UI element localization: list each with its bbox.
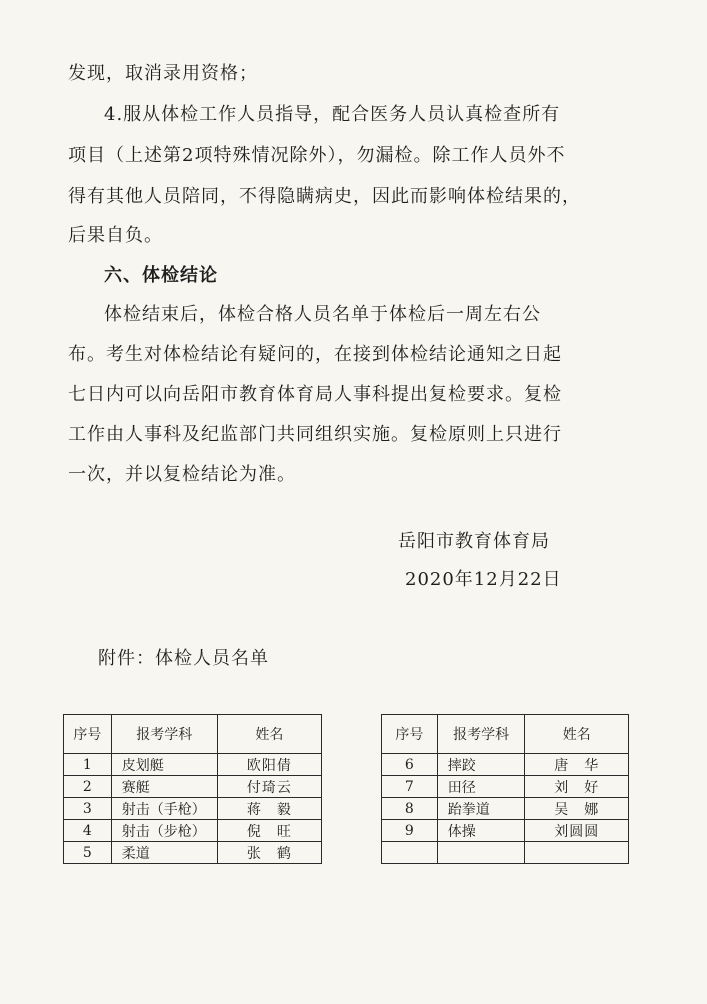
cell-no: 8 [382,798,438,820]
header-no: 序号 [382,715,438,754]
cell-no: 4 [64,820,112,842]
cell-name: 付琦云 [217,776,321,798]
table-row [382,820,629,842]
table-row [64,754,322,776]
body-line-2: 4.服从体检工作人员指导，配合医务人员认真检查所有 [104,104,561,125]
cell-subject: 皮划艇 [111,754,217,776]
header-name: 姓名 [525,715,629,754]
cell-name: 吴 娜 [525,798,629,820]
body-line-4: 得有其他人员陪同，不得隐瞒病史，因此而影响体检结果的， [68,186,581,207]
cell-name: 唐 华 [525,754,629,776]
cell-subject: 跆拳道 [437,798,525,820]
cell-name: 欧阳倩 [217,754,321,776]
table-row [382,776,629,798]
body-line-5: 后果自负。 [68,225,163,246]
cell-subject: 赛艇 [111,776,217,798]
cell-name: 张 鹤 [217,842,321,864]
conclusion-line-5: 一次，并以复检结论为准。 [68,464,296,485]
cell-name: 倪 旺 [217,820,321,842]
attachment-label: 附件：体检人员名单 [98,648,269,669]
header-subject: 报考学科 [111,715,217,754]
conclusion-line-1: 体检结束后，体检合格人员名单于体检后一周左右公 [104,304,541,325]
cell-name: 刘 好 [525,776,629,798]
cell-subject: 摔跤 [437,754,525,776]
cell-no: 6 [382,754,438,776]
candidate-table-left [63,714,322,864]
cell-subject: 射击（步枪） [111,820,217,842]
section-heading-conclusion: 六、体检结论 [104,265,218,286]
table-row [382,798,629,820]
table-row [64,776,322,798]
body-line-3: 项目（上述第2项特殊情况除外），勿漏检。除工作人员外不 [68,145,566,166]
conclusion-line-4: 工作由人事科及纪监部门共同组织实施。复检原则上只进行 [68,424,562,445]
cell-subject: 田径 [437,776,525,798]
table-row [64,842,322,864]
cell-no: 9 [382,820,438,842]
table-row [382,842,629,864]
cell-subject: 柔道 [111,842,217,864]
table-row [382,754,629,776]
conclusion-line-3: 七日内可以向岳阳市教育体育局人事科提出复检要求。复检 [68,384,562,405]
cell-no: 3 [64,798,112,820]
cell-subject: 体操 [437,820,525,842]
body-line-1: 发现，取消录用资格； [68,63,258,84]
cell-no: 5 [64,842,112,864]
signature-org: 岳阳市教育体育局 [398,531,550,552]
signature-date: 2020年12月22日 [405,569,562,590]
cell-no: 7 [382,776,438,798]
table-row [64,820,322,842]
conclusion-line-2: 布。考生对体检结论有疑问的，在接到体检结论通知之日起 [68,344,562,365]
cell-name: 刘圆圆 [525,820,629,842]
cell-name: 蒋 毅 [217,798,321,820]
table-row [64,798,322,820]
candidate-table-right [381,714,629,864]
table-header-row [382,715,629,754]
header-subject: 报考学科 [437,715,525,754]
cell-name [525,842,629,864]
cell-no: 1 [64,754,112,776]
header-no: 序号 [64,715,112,754]
cell-no: 2 [64,776,112,798]
cell-subject: 射击（手枪） [111,798,217,820]
cell-subject [437,842,525,864]
header-name: 姓名 [217,715,321,754]
table-header-row [64,715,322,754]
cell-no [382,842,438,864]
